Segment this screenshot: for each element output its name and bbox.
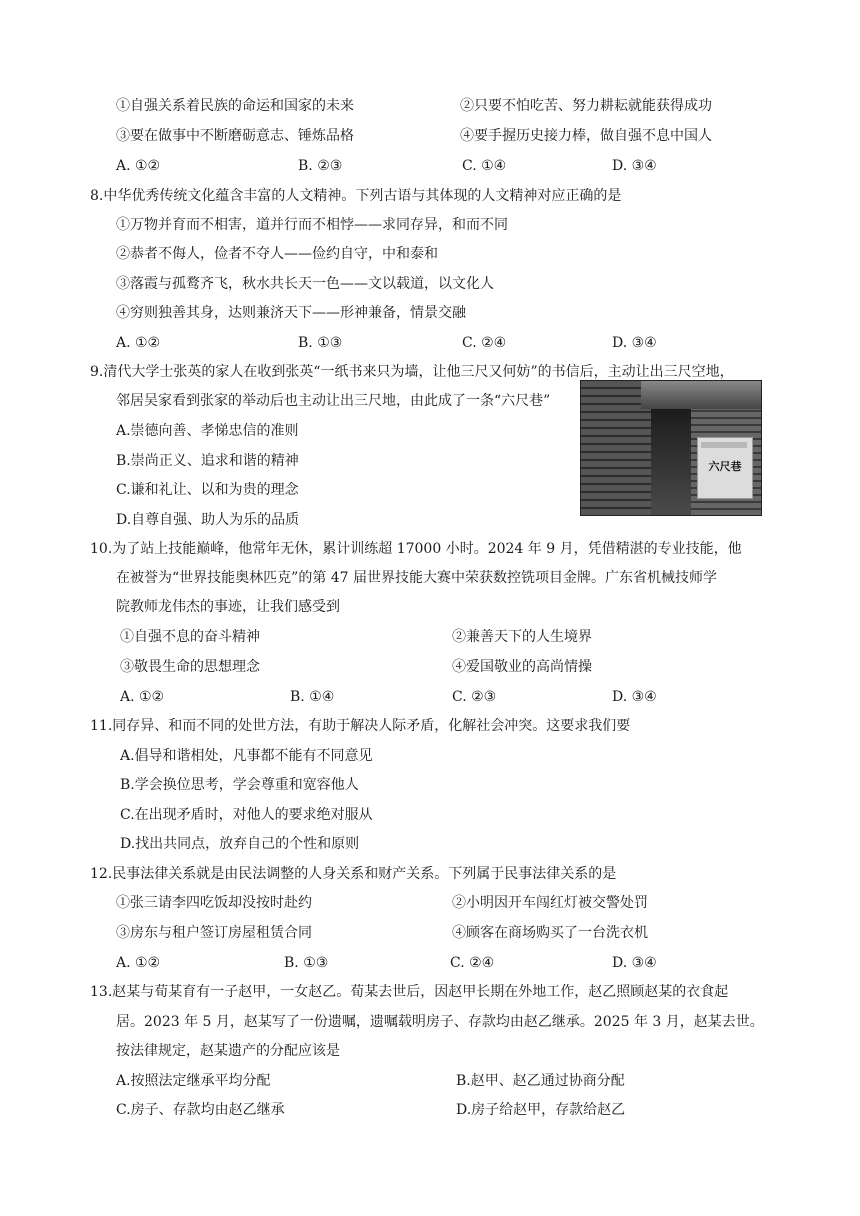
q8-statement-3: ③落霞与孤鹜齐飞，秋水共长天一色——文以载道，以文化人 xyxy=(116,276,494,292)
q7-statement-4: ④要手握历史接力棒，做自强不息中国人 xyxy=(460,128,712,144)
q10-option-d: D. ③④ xyxy=(612,689,657,705)
q9-stem-line-1: 9.清代大学士张英的家人在收到张英“一纸书来只为墙，让他三尺又何妨”的书信后，主动让出三尺空地， xyxy=(90,364,734,380)
q9-option-a: A.崇德向善、孝悌忠信的准则 xyxy=(116,423,299,439)
q10-statement-1: ①自强不息的奋斗精神 xyxy=(120,629,260,645)
q11-option-a: A.倡导和谐相处，凡事都不能有不同意见 xyxy=(120,748,373,764)
q7-statement-1: ①自强关系着民族的命运和国家的未来 xyxy=(116,98,354,114)
q8-statement-1: ①万物并育而不相害，道并行而不相悖——求同存异，和而不同 xyxy=(116,217,508,233)
q10-statement-2: ②兼善天下的人生境界 xyxy=(452,629,592,645)
photo-roof xyxy=(641,381,761,409)
q12-option-c: C. ②④ xyxy=(450,955,495,971)
q8-option-d: D. ③④ xyxy=(612,335,657,351)
q10-stem-line-2: 在被誉为“世界技能奥林匹克”的第 47 届世界技能大赛中荣获数控铣项目金牌。广东省机械技师学 xyxy=(116,570,718,586)
q13-option-d: D.房子给赵甲，存款给赵乙 xyxy=(456,1102,626,1118)
q8-statement-4: ④穷则独善其身，达则兼济天下——形神兼备，情景交融 xyxy=(116,305,466,321)
q12-statement-3: ③房东与租户签订房屋租赁合同 xyxy=(116,925,312,941)
q10-statement-3: ③敬畏生命的思想理念 xyxy=(120,659,260,675)
q9-stem-line-2: 邻居吴家看到张家的举动后也主动让出三尺地，由此成了一条“六尺巷” xyxy=(116,393,551,409)
q13-stem-line-3: 按法律规定，赵某遗产的分配应该是 xyxy=(116,1043,340,1059)
q7-option-b: B. ②③ xyxy=(298,158,343,174)
q7-option-a: A. ①② xyxy=(116,158,161,174)
photo-stone-tablet xyxy=(697,437,753,499)
q12-option-a: A. ①② xyxy=(116,955,161,971)
q10-stem-line-1: 10.为了站上技能巅峰，他常年无休，累计训练超 17000 小时。2024 年 9 月，凭借精湛的专业技能，他 xyxy=(90,541,742,557)
q12-option-d: D. ③④ xyxy=(612,955,657,971)
stone-tablet-header xyxy=(701,442,747,448)
q13-option-c: C.房子、存款均由赵乙继承 xyxy=(116,1102,285,1118)
q10-option-a: A. ①② xyxy=(120,689,165,705)
q10-option-b: B. ①④ xyxy=(290,689,335,705)
q13-option-a: A.按照法定继承平均分配 xyxy=(116,1073,271,1089)
q12-option-b: B. ①③ xyxy=(284,955,329,971)
q13-stem-line-1: 13.赵某与荀某育有一子赵甲，一女赵乙。荀某去世后，因赵甲长期在外地工作，赵乙照顾赵某的衣食起 xyxy=(90,984,729,1000)
six-foot-lane-photo xyxy=(580,380,762,516)
q11-option-d: D.找出共同点，放弃自己的个性和原则 xyxy=(120,836,360,852)
q12-statement-4: ④顾客在商场购买了一台洗衣机 xyxy=(452,925,648,941)
q12-stem: 12.民事法律关系就是由民法调整的人身关系和财产关系。下列属于民事法律关系的是 xyxy=(90,866,617,882)
q7-statement-3: ③要在做事中不断磨砺意志、锤炼品格 xyxy=(116,128,354,144)
q7-statement-2: ②只要不怕吃苦、努力耕耘就能获得成功 xyxy=(460,98,712,114)
q11-option-c: C.在出现矛盾时，对他人的要求绝对服从 xyxy=(120,807,373,823)
q10-statement-4: ④爱国敬业的高尚情操 xyxy=(452,659,592,675)
q8-stem: 8.中华优秀传统文化蕴含丰富的人文精神。下列古语与其体现的人文精神对应正确的是 xyxy=(90,188,622,204)
q7-option-d: D. ③④ xyxy=(612,158,657,174)
q10-stem-line-3: 院教师龙伟杰的事迹，让我们感受到 xyxy=(116,599,340,615)
q10-option-c: C. ②③ xyxy=(452,689,497,705)
q9-option-b: B.崇尚正义、追求和谐的精神 xyxy=(116,453,299,469)
q7-option-c: C. ①④ xyxy=(462,158,507,174)
q12-statement-2: ②小明因开车闯红灯被交警处罚 xyxy=(452,895,648,911)
q9-option-d: D.自尊自强、助人为乐的品质 xyxy=(116,512,300,528)
q9-option-c: C.谦和礼让、以和为贵的理念 xyxy=(116,482,299,498)
photo-lane xyxy=(651,409,691,515)
q8-statement-2: ②恭者不侮人，俭者不夺人——俭约自守，中和泰和 xyxy=(116,246,438,262)
stone-tablet-inscription: 六尺巷 xyxy=(708,460,742,473)
q13-option-b: B.赵甲、赵乙通过协商分配 xyxy=(456,1073,625,1089)
q13-stem-line-2: 居。2023 年 5 月，赵某写了一份遗嘱，遗嘱载明房子、存款均由赵乙继承。2025 年 3 月，赵某去世。 xyxy=(116,1014,764,1030)
q8-option-b: B. ①③ xyxy=(298,335,343,351)
q11-option-b: B.学会换位思考，学会尊重和宽容他人 xyxy=(120,777,359,793)
q12-statement-1: ①张三请李四吃饭却没按时赴约 xyxy=(116,895,312,911)
q11-stem: 11.同存异、和而不同的处世方法，有助于解决人际矛盾，化解社会冲突。这要求我们要 xyxy=(90,718,631,734)
q8-option-c: C. ②④ xyxy=(462,335,507,351)
q8-option-a: A. ①② xyxy=(116,335,161,351)
